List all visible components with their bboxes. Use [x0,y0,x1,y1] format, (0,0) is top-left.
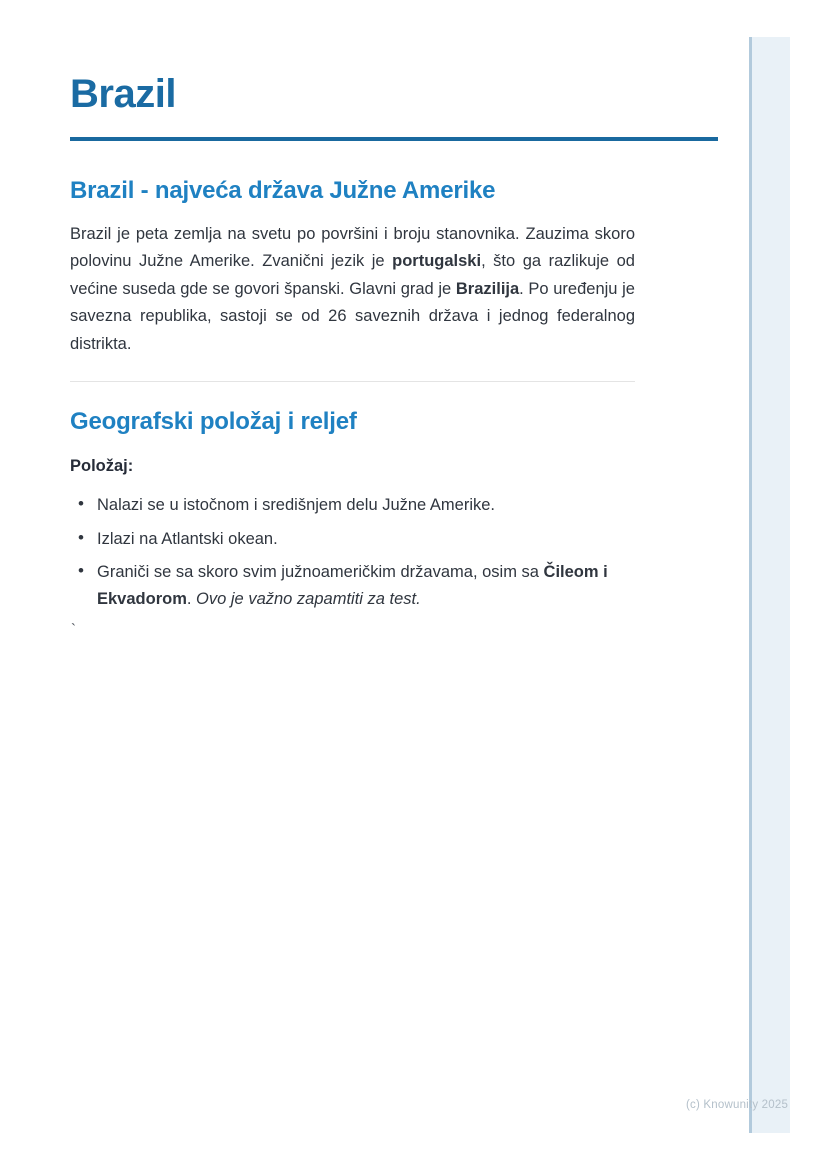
subheading-polozaj: Položaj: [70,457,134,475]
section-divider [70,381,635,382]
overview-paragraph [70,221,635,358]
page-title: Brazil [70,72,176,116]
text-run: Izlazi na Atlantski okean. [97,529,278,548]
page-edge-strip [749,37,790,1133]
geography-bullet-list [70,492,635,619]
list-item [70,526,635,553]
copyright-footer: (c) Knowunity 2025 [686,1099,789,1111]
stray-backtick-text: ` [71,621,76,638]
italic-text-run: Ovo je važno zapamtiti za test. [196,589,421,608]
text-run: . [186,589,197,608]
section-heading-overview: Brazil - najveća država Južne Amerike [70,177,496,204]
title-underline-rule [70,137,718,141]
section-heading-geography: Geografski položaj i reljef [70,408,357,435]
bold-text-run: Brazilija [455,279,520,298]
text-run: Brazil je peta zemlja na svetu po površini i broju stanovnika. Zauzima skoro polovinu Južne Amerike. Zvanični jezik je [70,225,635,271]
text-run: . Po uređenju je savezna republika, sastoji se od 26 saveznih država i jednog federalnog distrikta. [70,279,635,353]
text-run: , što ga razlikuje od većine suseda gde se govori španski. Glavni grad je [70,252,635,298]
text-run: Nalazi se u istočnom i središnjem delu Južne Amerike. [97,496,496,514]
bold-text-run: portugalski [392,252,482,271]
text-run: Graniči se sa skoro svim južnoameričkim državama, osim sa [97,563,544,581]
list-item [70,492,635,519]
bold-text-run: Čileom i Ekvadorom [97,563,608,608]
list-item [70,559,635,612]
